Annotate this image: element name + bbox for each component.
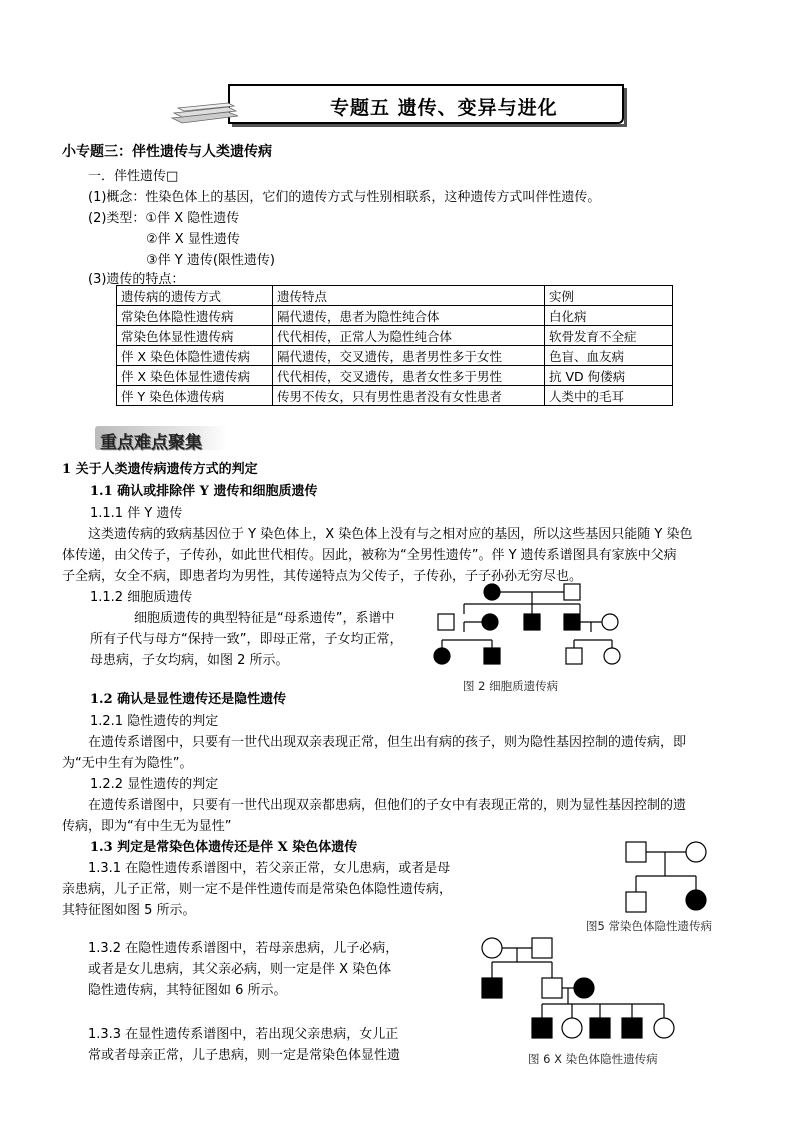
- table-cell: 代代相传，交叉遗传，患者女性多于男性: [273, 366, 545, 386]
- normal-male-symbol: [438, 614, 454, 630]
- heading-1: 1 关于人类遗传病遗传方式的判定: [62, 462, 258, 477]
- normal-male-symbol: [542, 978, 562, 998]
- paragraph: 在遗传系谱图中，只要有一世代出现双亲都患病，但他们的子女中有表现正常的，则为显性基因控制的遗: [88, 798, 687, 813]
- affected-male-symbol: [622, 1018, 642, 1038]
- paragraph: 1.3.2 在隐性遗传系谱图中，若母亲患病，儿子必病，: [88, 941, 399, 956]
- paragraph: 1.3.1 在隐性遗传系谱图中，若父亲正常，女儿患病，或者是母: [88, 861, 451, 876]
- concept-text: (1)概念：性染色体上的基因，它们的遗传方式与性别相联系，这种遗传方式叫伴性遗传。: [88, 190, 601, 205]
- type-3: ③伴 Y 遗传(限性遗传): [146, 253, 276, 268]
- types-label: (2)类型：①伴 X 隐性遗传: [88, 211, 240, 226]
- section-title: 小专题三：伴性遗传与人类遗传病: [62, 144, 272, 160]
- table-cell: 常染色体显性遗传病: [117, 326, 273, 346]
- table-cell: 色盲、血友病: [545, 346, 673, 366]
- affected-female-symbol: [482, 614, 498, 630]
- paragraph: 1.3.3 在显性遗传系谱图中，若出现父亲患病，女儿正: [88, 1027, 399, 1042]
- table-cell: 白化病: [545, 306, 673, 326]
- table-cell: 伴 Y 染色体遗传病: [117, 386, 273, 406]
- traits-label: (3)遗传的特点：: [88, 272, 185, 287]
- normal-female-symbol: [604, 648, 620, 664]
- table-header-cell: 实例: [545, 286, 673, 306]
- traits-table: [116, 285, 673, 406]
- affected-female-symbol: [434, 648, 450, 664]
- affected-male-symbol: [524, 614, 540, 630]
- table-row: [117, 326, 673, 346]
- affected-female-symbol: [484, 584, 500, 600]
- figure-5-pedigree: [620, 836, 720, 916]
- figure-6-pedigree: [474, 932, 684, 1048]
- paragraph: 为“无中生有为隐性”。: [62, 756, 193, 771]
- affected-female-symbol: [574, 978, 594, 998]
- table-header-row: [117, 286, 673, 306]
- heading-1-2-2: 1.2.2 显性遗传的判定: [90, 777, 219, 792]
- table-cell: 隔代遗传，交叉遗传，患者男性多于女性: [273, 346, 545, 366]
- table-cell: 代代相传，正常人为隐性纯合体: [273, 326, 545, 346]
- table-header-cell: 遗传病的遗传方式: [117, 286, 273, 306]
- table-cell: 人类中的毛耳: [545, 386, 673, 406]
- normal-male-symbol: [626, 892, 646, 912]
- table-cell: 抗 VD 佝偻病: [545, 366, 673, 386]
- table-cell: 伴 X 染色体隐性遗传病: [117, 346, 273, 366]
- normal-female-symbol: [686, 842, 706, 862]
- paragraph: 所有子代与母方“保持一致”，即母正常，子女均正常，: [90, 632, 403, 647]
- table-cell: 软骨发育不全症: [545, 326, 673, 346]
- paragraph: 常或者母亲正常，儿子患病，则一定是常染色体显性遗: [88, 1048, 401, 1063]
- affected-male-symbol: [482, 978, 502, 998]
- page-title: 专题五 遗传、变异与进化: [330, 97, 558, 119]
- paragraph: 亲患病，儿子正常，则一定不是伴性遗传而是常染色体隐性遗传病，: [62, 882, 453, 897]
- focus-title: 重点难点聚集: [100, 433, 202, 453]
- normal-male-symbol: [532, 938, 552, 958]
- figure-5-caption: 图5 常染色体隐性遗传病: [586, 919, 712, 933]
- heading-1-2-1: 1.2.1 隐性遗传的判定: [90, 714, 219, 729]
- heading-1-2: 1.2 确认是显性遗传还是隐性遗传: [90, 692, 287, 707]
- table-cell: 伴 X 染色体显性遗传病: [117, 366, 273, 386]
- paragraph: 或者是女儿患病，其父亲必病，则一定是伴 X 染色体: [88, 962, 392, 977]
- table-header-cell: 遗传特点: [273, 286, 545, 306]
- heading-1-1-1: 1.1.1 伴 Y 遗传: [90, 506, 183, 521]
- table-row: [117, 386, 673, 406]
- table-row: [117, 366, 673, 386]
- table-row: [117, 306, 673, 326]
- affected-male-symbol: [590, 1018, 610, 1038]
- normal-female-symbol: [654, 1018, 674, 1038]
- paragraph: 细胞质遗传的典型特征是“母系遗传”，系谱中: [134, 611, 395, 626]
- figure-6-caption: 图 6 X 染色体隐性遗传病: [528, 1052, 658, 1066]
- heading-1-1: 1.1 确认或排除伴 Y 遗传和细胞质遗传: [90, 484, 318, 499]
- affected-male-symbol: [484, 648, 500, 664]
- paragraph: 其特征图如图 5 所示。: [62, 903, 196, 918]
- paragraph: 在遗传系谱图中，只要有一世代出现双亲表现正常，但生出有病的孩子，则为隐性基因控制的遗传病，即: [88, 735, 687, 750]
- figure-2-pedigree: [428, 580, 628, 668]
- normal-female-symbol: [602, 614, 618, 630]
- paragraph: 子全病，女全不病，即患者均为男性，其传递特点为父传子，子传孙，子子孙孙无穷尽也。: [62, 569, 583, 584]
- table-cell: 传男不传女，只有男性患者没有女性患者: [273, 386, 545, 406]
- heading-1-3: 1.3 判定是常染色体遗传还是伴 X 染色体遗传: [90, 840, 358, 855]
- part1-title: 一．伴性遗传□: [88, 169, 179, 184]
- type-2: ②伴 X 显性遗传: [146, 232, 240, 247]
- heading-1-1-2: 1.1.2 细胞质遗传: [90, 590, 193, 605]
- table-cell: 常染色体隐性遗传病: [117, 306, 273, 326]
- paragraph: 传病，即为“有中生无为显性”: [62, 819, 232, 834]
- affected-female-symbol: [686, 890, 706, 910]
- normal-male-symbol: [566, 648, 582, 664]
- paragraph: 这类遗传病的致病基因位于 Y 染色体上，X 染色体上没有与之相对应的基因，所以这些基因只能随 Y 染色: [88, 527, 693, 542]
- paragraph: 隐性遗传病，其特征图如 6 所示。: [88, 983, 287, 998]
- table-cell: 隔代遗传，患者为隐性纯合体: [273, 306, 545, 326]
- figure-2-caption: 图 2 细胞质遗传病: [463, 679, 559, 693]
- normal-male-symbol: [626, 842, 646, 862]
- paragraph: 母患病，子女均病，如图 2 所示。: [90, 653, 289, 668]
- paragraph: 体传递，由父传子，子传孙，如此世代相传。因此，被称为“全男性遗传”。伴 Y 遗传系谱图具有家族中父病: [62, 548, 677, 563]
- affected-male-symbol: [564, 614, 580, 630]
- books-icon: [170, 102, 240, 124]
- affected-male-symbol: [532, 1018, 552, 1038]
- normal-female-symbol: [482, 938, 502, 958]
- table-row: [117, 346, 673, 366]
- normal-female-symbol: [562, 1018, 582, 1038]
- normal-male-symbol: [564, 584, 580, 600]
